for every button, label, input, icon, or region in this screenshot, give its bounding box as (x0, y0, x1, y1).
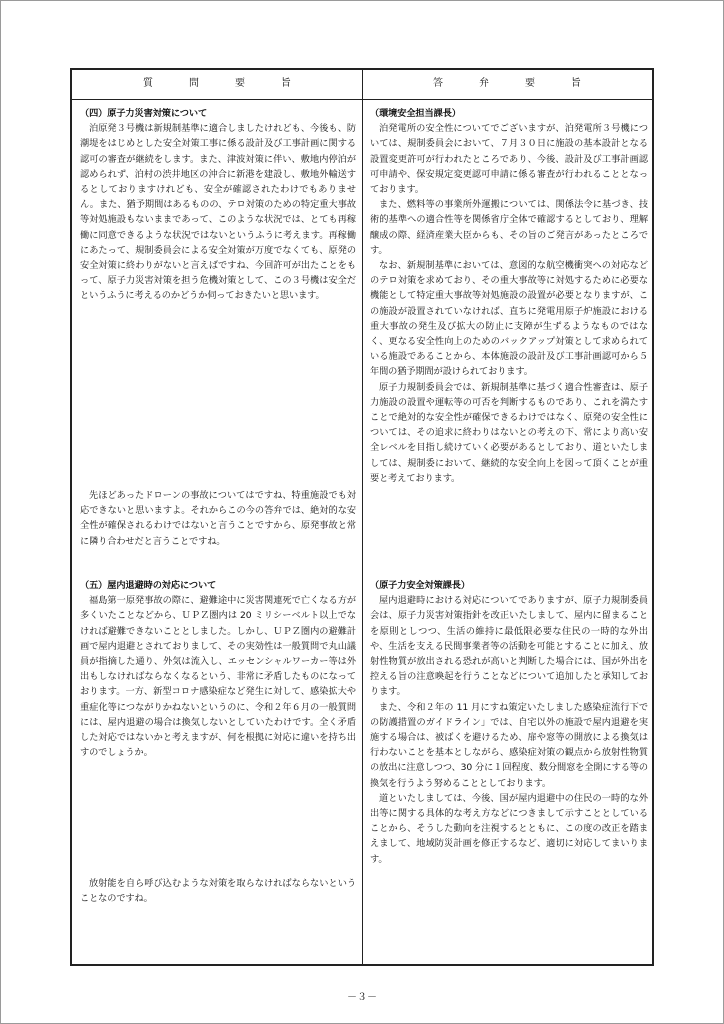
page-number: －３－ (347, 992, 377, 1003)
answer-block-1 (370, 106, 648, 486)
question-text: 福島第一原発事故の際に、避難途中に災害関連死で亡くなる方が多くいたことなどから、ＵＰＺ圏内は 20 ミリシーベルト以上でなければ避難できないこととしました。しかし、ＵＰＺ圏内の避難計画で屋内退避とされておりまして、その実効性は一般質問で丸山議員が指摘した通り、外気は流入し、エッセンシャルワーカー等は外出もしなければならなくなるという、非常に矛盾したものになっております。一方、新型コロナ感染症など発生に対して、感染拡大や重症化等につながりかねないというのに、令和２年６月の一般質問には、屋内退避の場合は換気しないとしていたわけです。全く矛盾した対応ではないかと考えますが、何を根拠に対応に違いを持ち出すのでしょうか。 (80, 595, 356, 759)
answer-heading: （原子力安全対策課長） (370, 580, 470, 591)
answer-block-3 (370, 578, 648, 867)
column-divider (362, 70, 363, 964)
question-text: 先ほどあったドローンの事故についてはですね、特重施設でも対応できないと思いますよ。それからこの今の答弁では、絶対的な安全性が確保されるわけではないと言うことですから、原発事故と常に隣り合わせだと言うことですね。 (80, 490, 356, 547)
answer-paragraph: 原子力規制委員会では、新規制基準に基づく適合性審査は、原子力施設の設置や運転等の可否を判断するものであり、これを満たすことで絶対的な安全性が確保できるわけではなく、原発の安全性については、その追求に終わりはないとの考えの下、常により高い安全レベルを目指し続けていく必要があるとしており、道といたしましては、規制委において、継続的な安全向上を図って頂くことが重要と考えております。 (370, 381, 648, 484)
question-block-1 (80, 106, 356, 304)
table-header-row (72, 70, 652, 100)
answer-column-header: 答弁要旨 (433, 78, 617, 89)
answer-paragraph: また、令和２年の 11 月にすね策定いたしました感染症流行下での防護措置のガイドライン」では、自宅以外の施設で屋内退避を実施する場合は、被ばくを避けるため、扉や窓等の開放による換気は行わないことを基本としながら、感染症対策の観点から放射性物質の放出に注意しつつ、30 分に１回程度、数分間窓を全開にする等の換気を行うよう努めることとしております。 (370, 701, 648, 789)
question-text: 泊原発３号機は新規制基準に適合しましたけれども、今後も、防潮堤をはじめとした安全対策工事に係る設計及び工事計画に関する認可の審査が継続をします。また、津波対策に伴い、敷地内停泊が認められず、泊村の渋井地区の沖合に新港を建設し、敷地外輸送するとしておりますけれども、安全が確認されたわけでもありません。また、猶予期間はあるものの、テロ対策のための特定重大事故等対処施設もないままであって、このような状況では、とても再稼働に同意できるような状況ではないというふうに考えます。再稼働にあたって、規制委員会による安全対策が万度でなくても、原発の安全対策に終わりがないと言えばですね、今回許可が出たことをもって、原子力災害対策を担う危機対策として、この３号機は安全だというふうに考えるのかどうか伺っておきたいと思います。 (80, 123, 356, 302)
answer-paragraph: 道といたしましては、今後、国が屋内退避中の住民の一時的な外出等に関する具体的な考え方などにつきまして示すこととしていることから、そうした動向を注視するとともに、この度の改正を踏まえまして、地域防災計画を修正するなど、適切に対応してまいります。 (370, 792, 648, 865)
answer-paragraph: なお、新規制基準においては、意図的な航空機衝突への対応などのテロ対策を求めており、その重大事故等に対処するために必要な機能として特定重大事故等対処施設の設置が必要となりますが、この施設が設置されていなければ、直ちに発電用原子炉施設における重大事故の発生及び拡大の防止に支障が生ずるようなものではなく、更なる安全性向上のためのバックアップ対策として求められている施設であることから、本体施設の設計及び工事計画認可から５年間の猶予期間が設けられております。 (370, 260, 648, 378)
question-block-4 (80, 876, 356, 906)
answer-paragraph: また、燃料等の事業所外運搬については、関係法令に基づき、技術的基準への適合性等を関係省庁全体で確認するとしており、理解醸成の際、経済産業大臣からも、その旨のご発言があったところです。 (370, 199, 648, 256)
question-column-header: 質問要旨 (143, 78, 327, 89)
answer-paragraph: 屋内退避時における対応についてでありますが、原子力規制委員会は、原子力災害対策指針を改正いたしまして、屋内に留まることを原則としつつ、生活の維持に最低限必要な住民の一時的な外出や、生活を支える民間事業者等の活動を可能とすることに加え、放射性物質が放出される恐れが高いと判断した場合には、国が外出を控える旨の注意喚起を行うことなどについて追加したと承知しております。 (370, 595, 648, 698)
question-text: 放射能を自ら呼び込むような対策を取らなければならないということなのですね。 (80, 878, 356, 905)
question-block-2 (80, 488, 356, 549)
question-block-3 (80, 578, 356, 760)
question-heading: （四）原子力災害対策について (80, 108, 208, 119)
answer-heading: （環境安全担当課長） (370, 108, 461, 119)
question-heading: （五）屋内退避時の対応について (80, 580, 217, 591)
answer-paragraph: 泊発電所の安全性についてでございますが、泊発電所３号機については、規制委員会において、７月３０日に施設の基本設計となる設置変更許可が行われたところであり、今後、設計及び工事計画認可申請や、保安規定変更認可申請に係る審査が行われることとなっております。 (370, 123, 648, 196)
qa-table (70, 68, 654, 966)
